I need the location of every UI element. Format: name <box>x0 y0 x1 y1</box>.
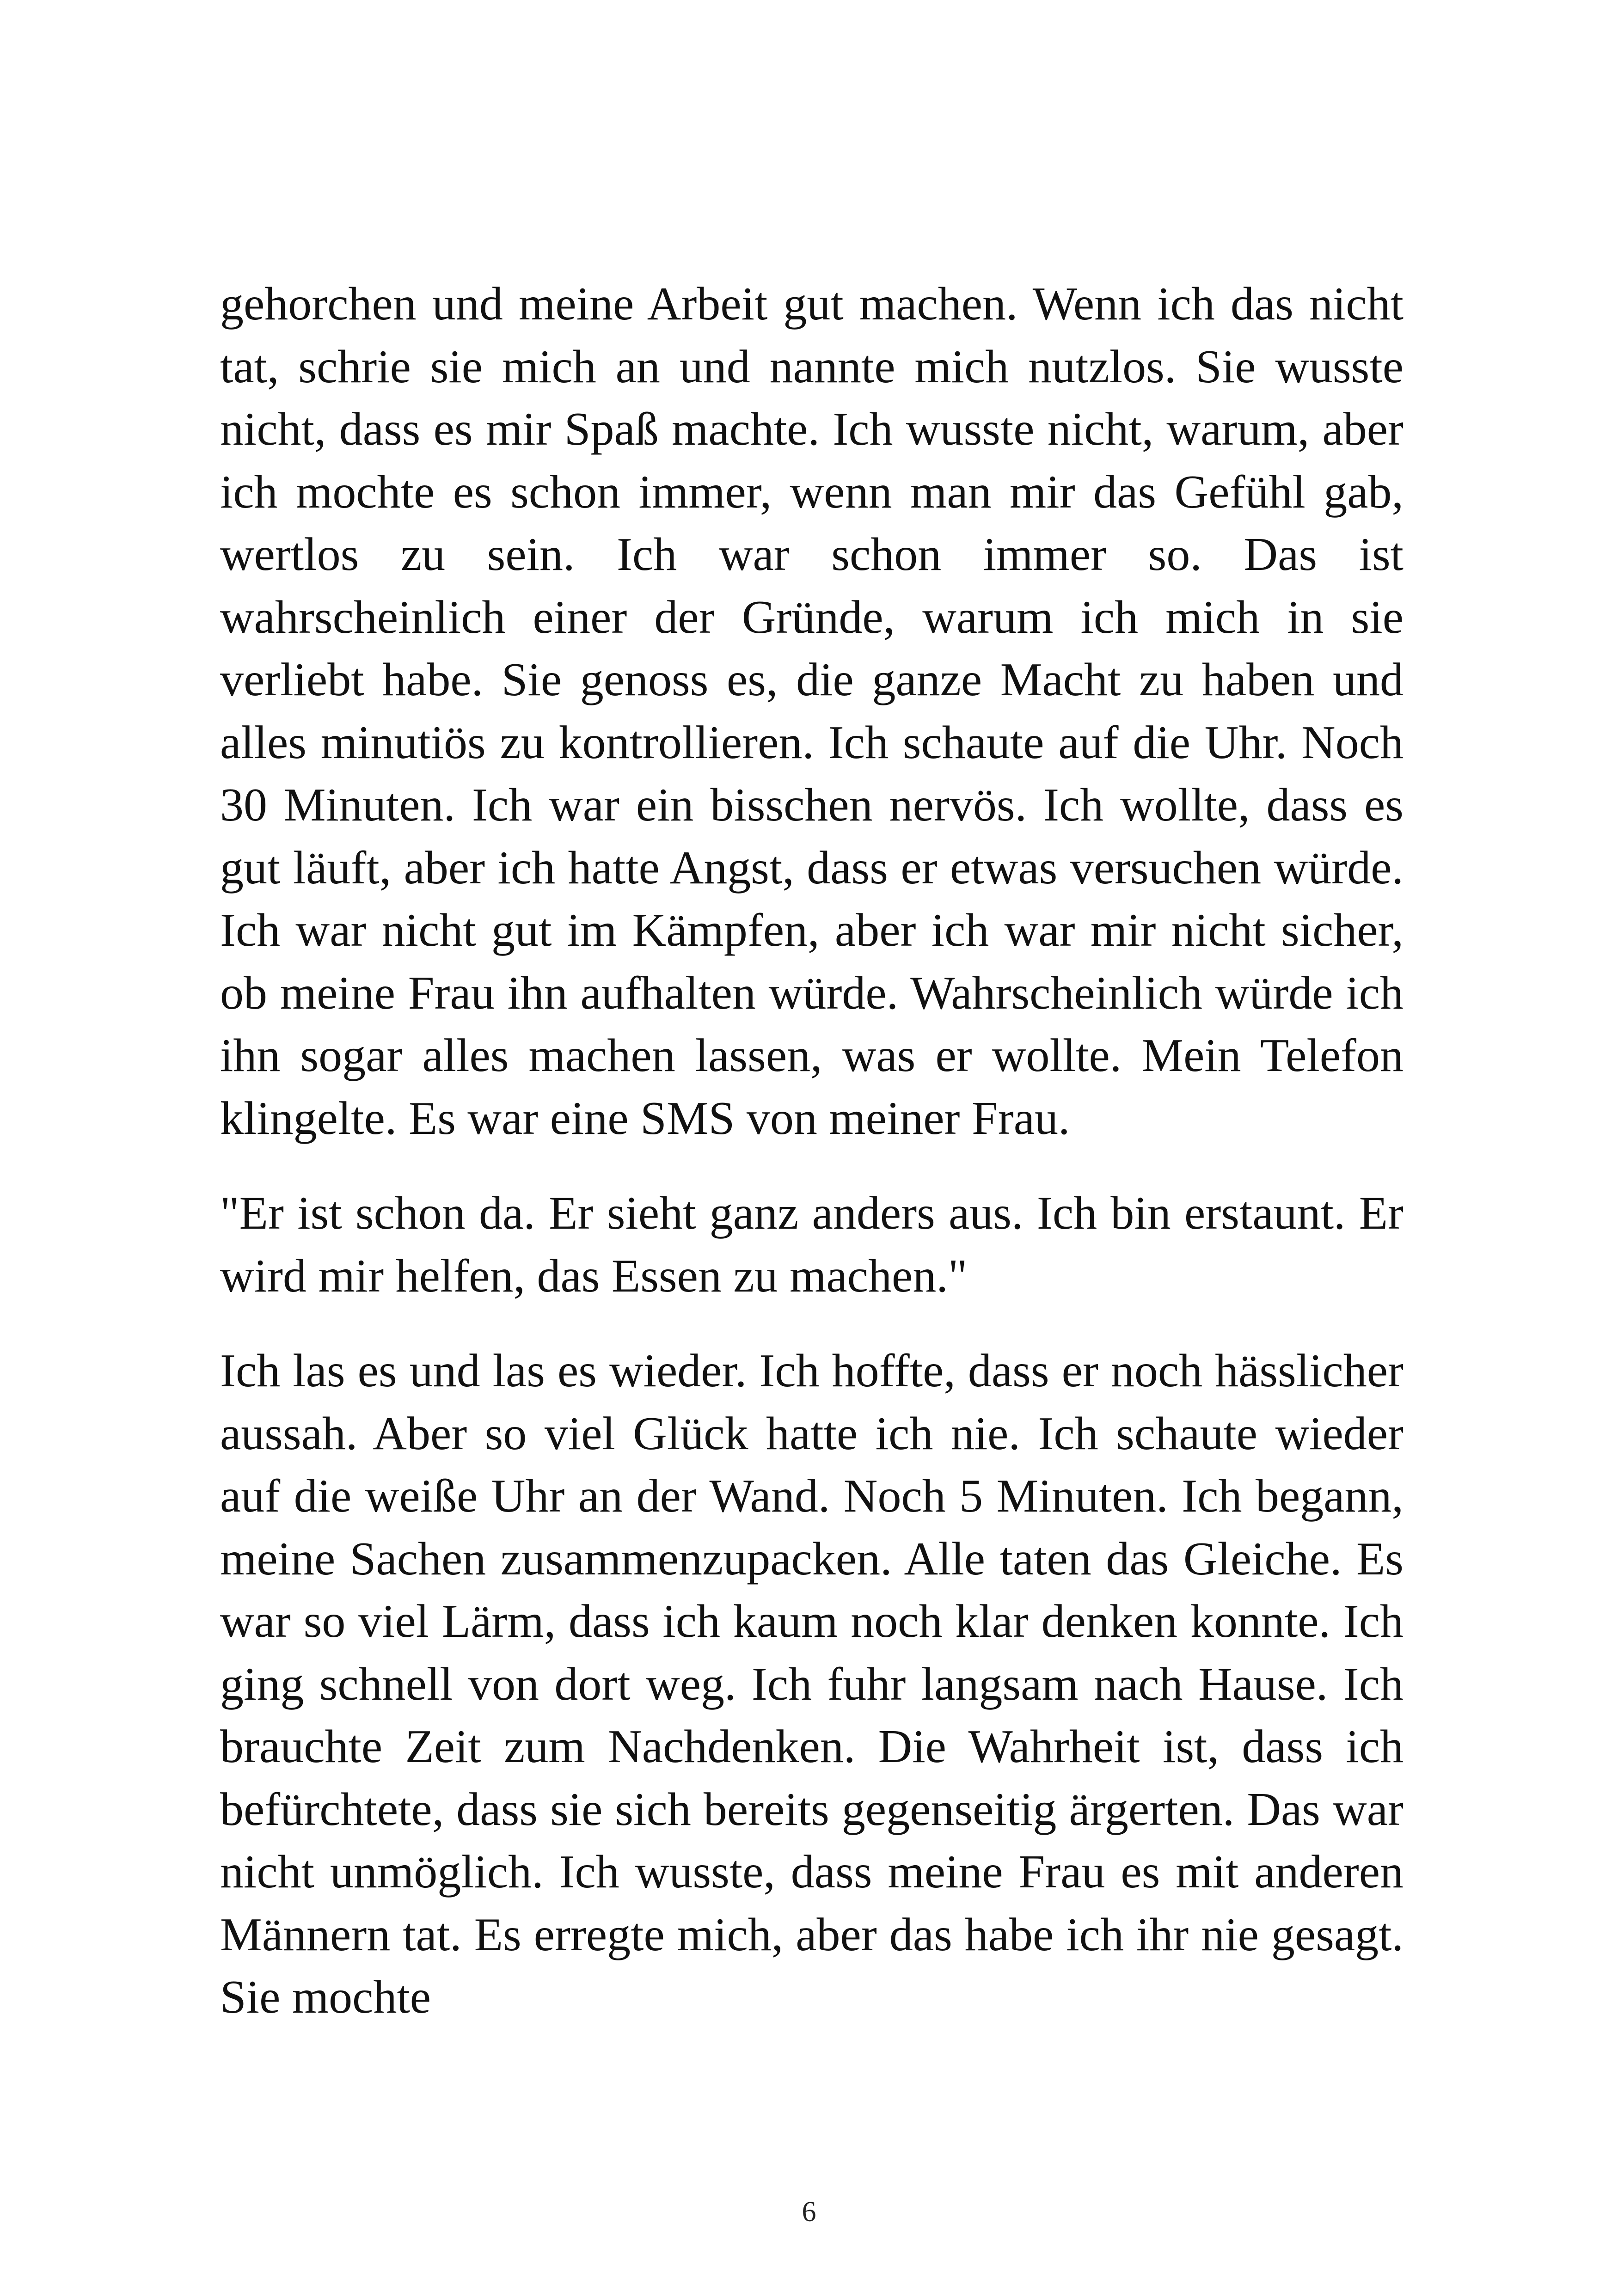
paragraph-2: "Er ist schon da. Er sieht ganz anders aus. Ich bin erstaunt. Er wird mir helfen, das Essen zu machen." <box>220 1187 1403 1302</box>
paragraph-1: gehorchen und meine Arbeit gut machen. Wenn ich das nicht tat, schrie sie mich an und nannte mich nutzlos. Sie wusste nicht, dass es mir Spaß machte. Ich wusste nicht, warum, aber ich mochte es schon immer, wenn man mir das Gefühl gab, wertlos zu sein. Ich war schon immer so. Das ist wahrscheinlich einer der Gründe, warum ich mich in sie verliebt habe. Sie genoss es, die ganze Macht zu haben und alles minutiös zu kontrollieren. Ich schaute auf die Uhr. Noch 30 Minuten. Ich war ein bisschen nervös. Ich wollte, dass es gut läuft, aber ich hatte Angst, dass er etwas versuchen würde. Ich war nicht gut im Kämpfen, aber ich war mir nicht sicher, ob meine Frau ihn aufhalten würde. Wahrscheinlich würde ich ihn sogar alles machen lassen, was er wollte. Mein Telefon klingelte. Es war eine SMS von meiner Frau. <box>220 278 1403 1145</box>
paragraph-3: Ich las es und las es wieder. Ich hoffte, dass er noch hässlicher aussah. Aber so viel Glück hatte ich nie. Ich schaute wieder auf die weiße Uhr an der Wand. Noch 5 Minuten. Ich begann, meine Sachen zusammenzupacken. Alle taten das Gleiche. Es war so viel Lärm, dass ich kaum noch klar denken konnte. Ich ging schnell von dort weg. Ich fuhr langsam nach Hause. Ich brauchte Zeit zum Nachdenken. Die Wahrheit ist, dass ich befürchtete, dass sie sich bereits gegenseitig ärgerten. Das war nicht unmöglich. Ich wusste, dass meine Frau es mit anderen Männern tat. Es erregte mich, aber das habe ich ihr nie gesagt. Sie mochte <box>220 1345 1403 2023</box>
page-number: 6 <box>802 2196 816 2228</box>
body-text <box>220 273 1403 2061</box>
